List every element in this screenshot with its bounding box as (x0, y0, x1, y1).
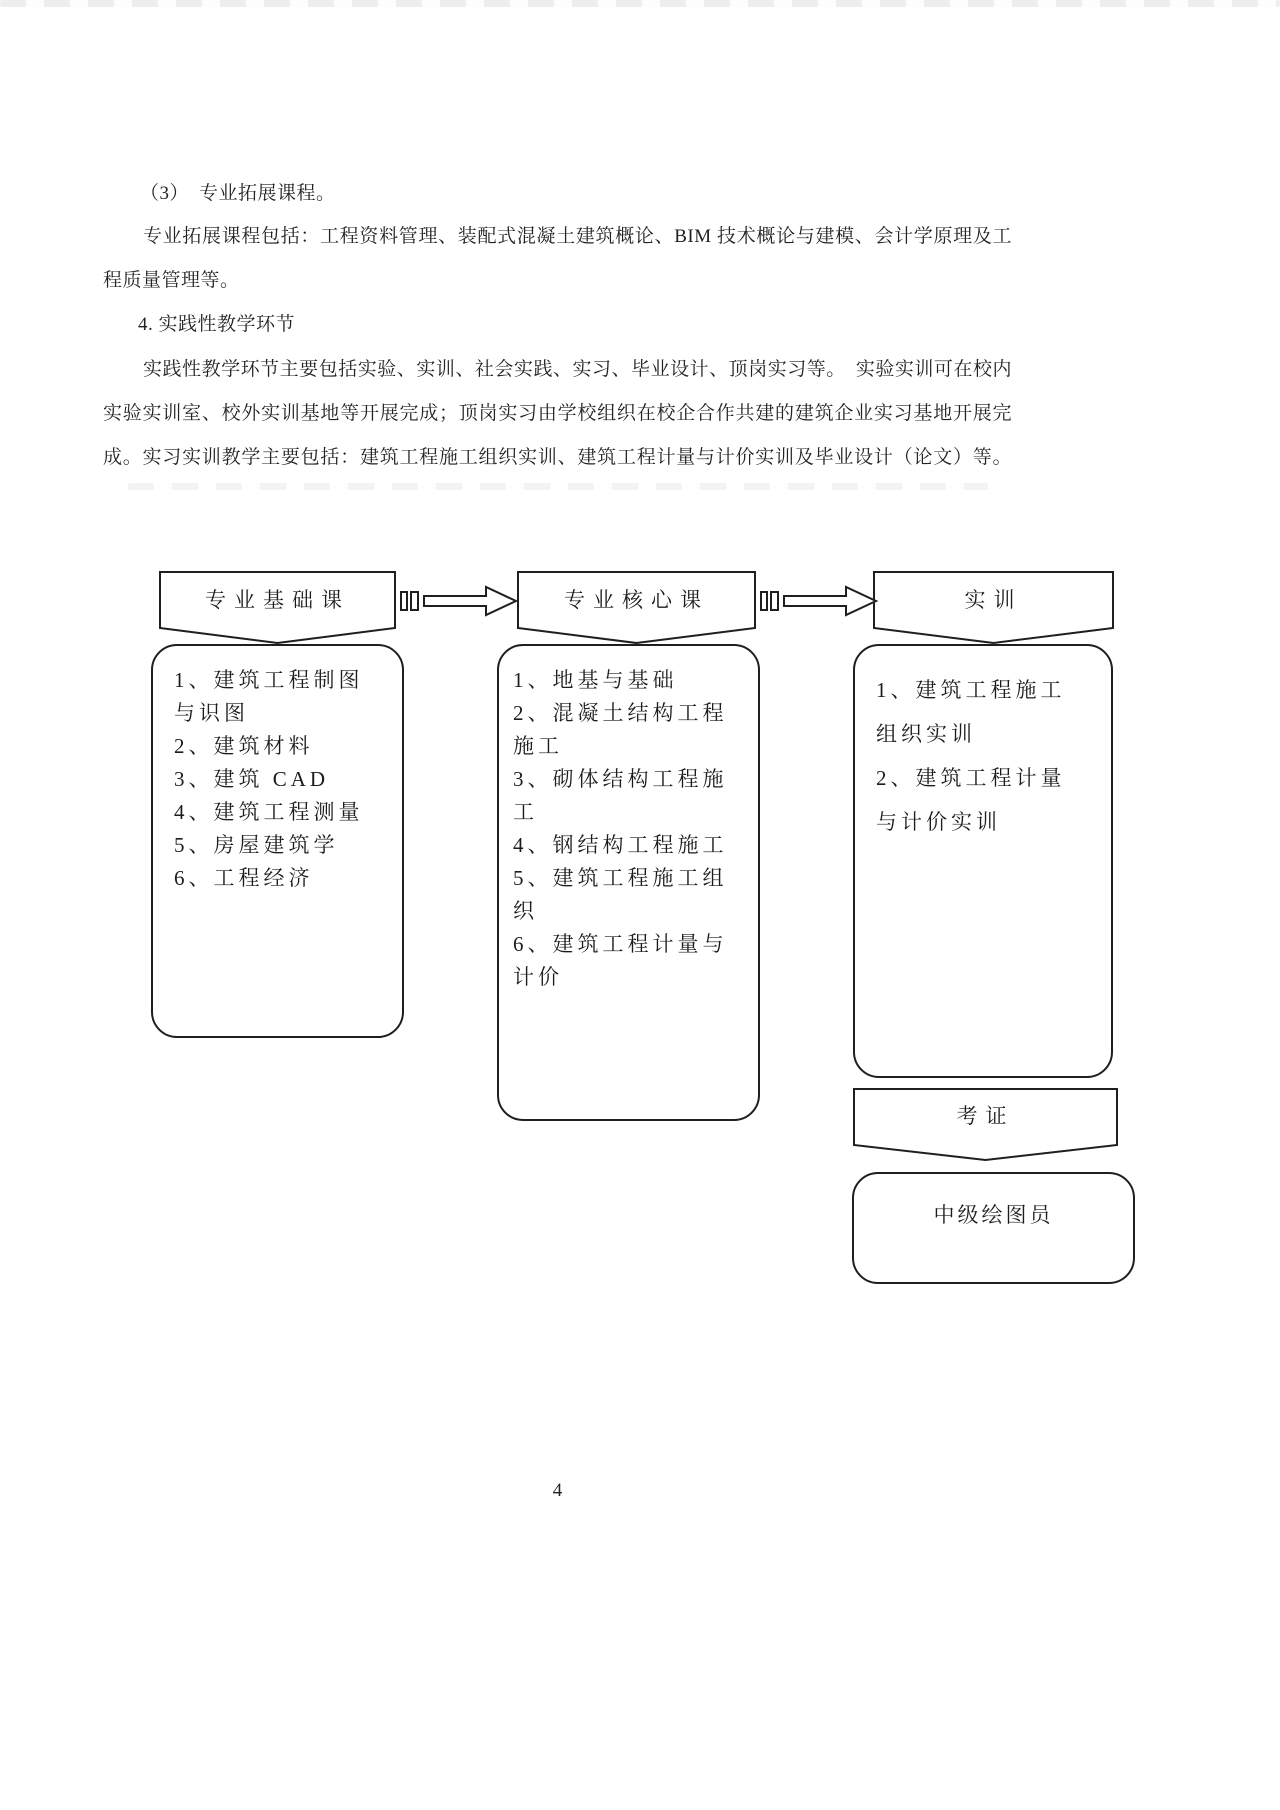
list-item: 4、钢结构工程施工 (513, 833, 728, 857)
list-item: 1、建筑工程施工 (876, 678, 1066, 702)
list-item: 4、建筑工程测量 (174, 800, 364, 824)
list-item: 与计价实训 (876, 810, 1001, 834)
course-list-basic (174, 664, 399, 895)
body-text-line: 实践性教学环节主要包括实验、实训、社会实践、实习、毕业设计、顶岗实习等。 实验实训可在校内 (143, 359, 1012, 380)
body-text-line: 程质量管理等。 (103, 270, 240, 291)
body-text-line: 专业拓展课程包括：工程资料管理、装配式混凝土建筑概论、BIM 技术概论与建模、会计学原理及工 (143, 226, 1012, 247)
banner-label-basic-courses: 专业基础课 (205, 588, 350, 612)
list-item: 5、房屋建筑学 (174, 833, 339, 857)
banner-label-certification: 考证 (956, 1104, 1015, 1128)
list-item: 施工 (513, 734, 563, 758)
scan-artifact-mid (128, 483, 988, 490)
list-item: 工 (513, 800, 538, 824)
list-item: 与识图 (174, 701, 249, 725)
list-item: 2、建筑材料 (174, 734, 314, 758)
banner-label-core-courses: 专业核心课 (564, 588, 709, 612)
page-number: 4 (552, 1480, 563, 1501)
body-text-line: （3） 专业拓展课程。 (140, 183, 336, 204)
list-item: 6、建筑工程计量与 (513, 932, 728, 956)
list-item: 1、建筑工程制图 (174, 668, 364, 692)
course-list-core (513, 664, 755, 994)
list-item: 1、地基与基础 (513, 668, 678, 692)
list-item: 2、混凝土结构工程 (513, 701, 728, 725)
list-item: 6、工程经济 (174, 866, 314, 890)
flow-arrow-2-icon (760, 584, 878, 618)
banner-label-practical-training: 实训 (964, 588, 1023, 612)
body-text-line: 成。实习实训教学主要包括：建筑工程施工组织实训、建筑工程计量与计价实训及毕业设计（论文）等。 (103, 447, 1012, 468)
list-item: 织 (513, 899, 538, 923)
list-item: 5、建筑工程施工组 (513, 866, 728, 890)
scan-artifact-top (0, 0, 1280, 7)
body-text-line: 实验实训室、校外实训基地等开展完成；顶岗实习由学校组织在校企合作共建的建筑企业实习基地开展完 (103, 403, 1012, 424)
list-item: 3、建筑 CAD (174, 767, 330, 791)
list-item: 组织实训 (876, 722, 976, 746)
flow-arrow-1-icon (400, 584, 518, 618)
certificate-label: 中级绘图员 (933, 1203, 1054, 1227)
list-item: 2、建筑工程计量 (876, 766, 1066, 790)
list-item: 计价 (513, 965, 563, 989)
list-item: 3、砌体结构工程施 (513, 767, 728, 791)
course-list-training (876, 668, 1106, 844)
body-text-line: 4. 实践性教学环节 (138, 314, 296, 335)
